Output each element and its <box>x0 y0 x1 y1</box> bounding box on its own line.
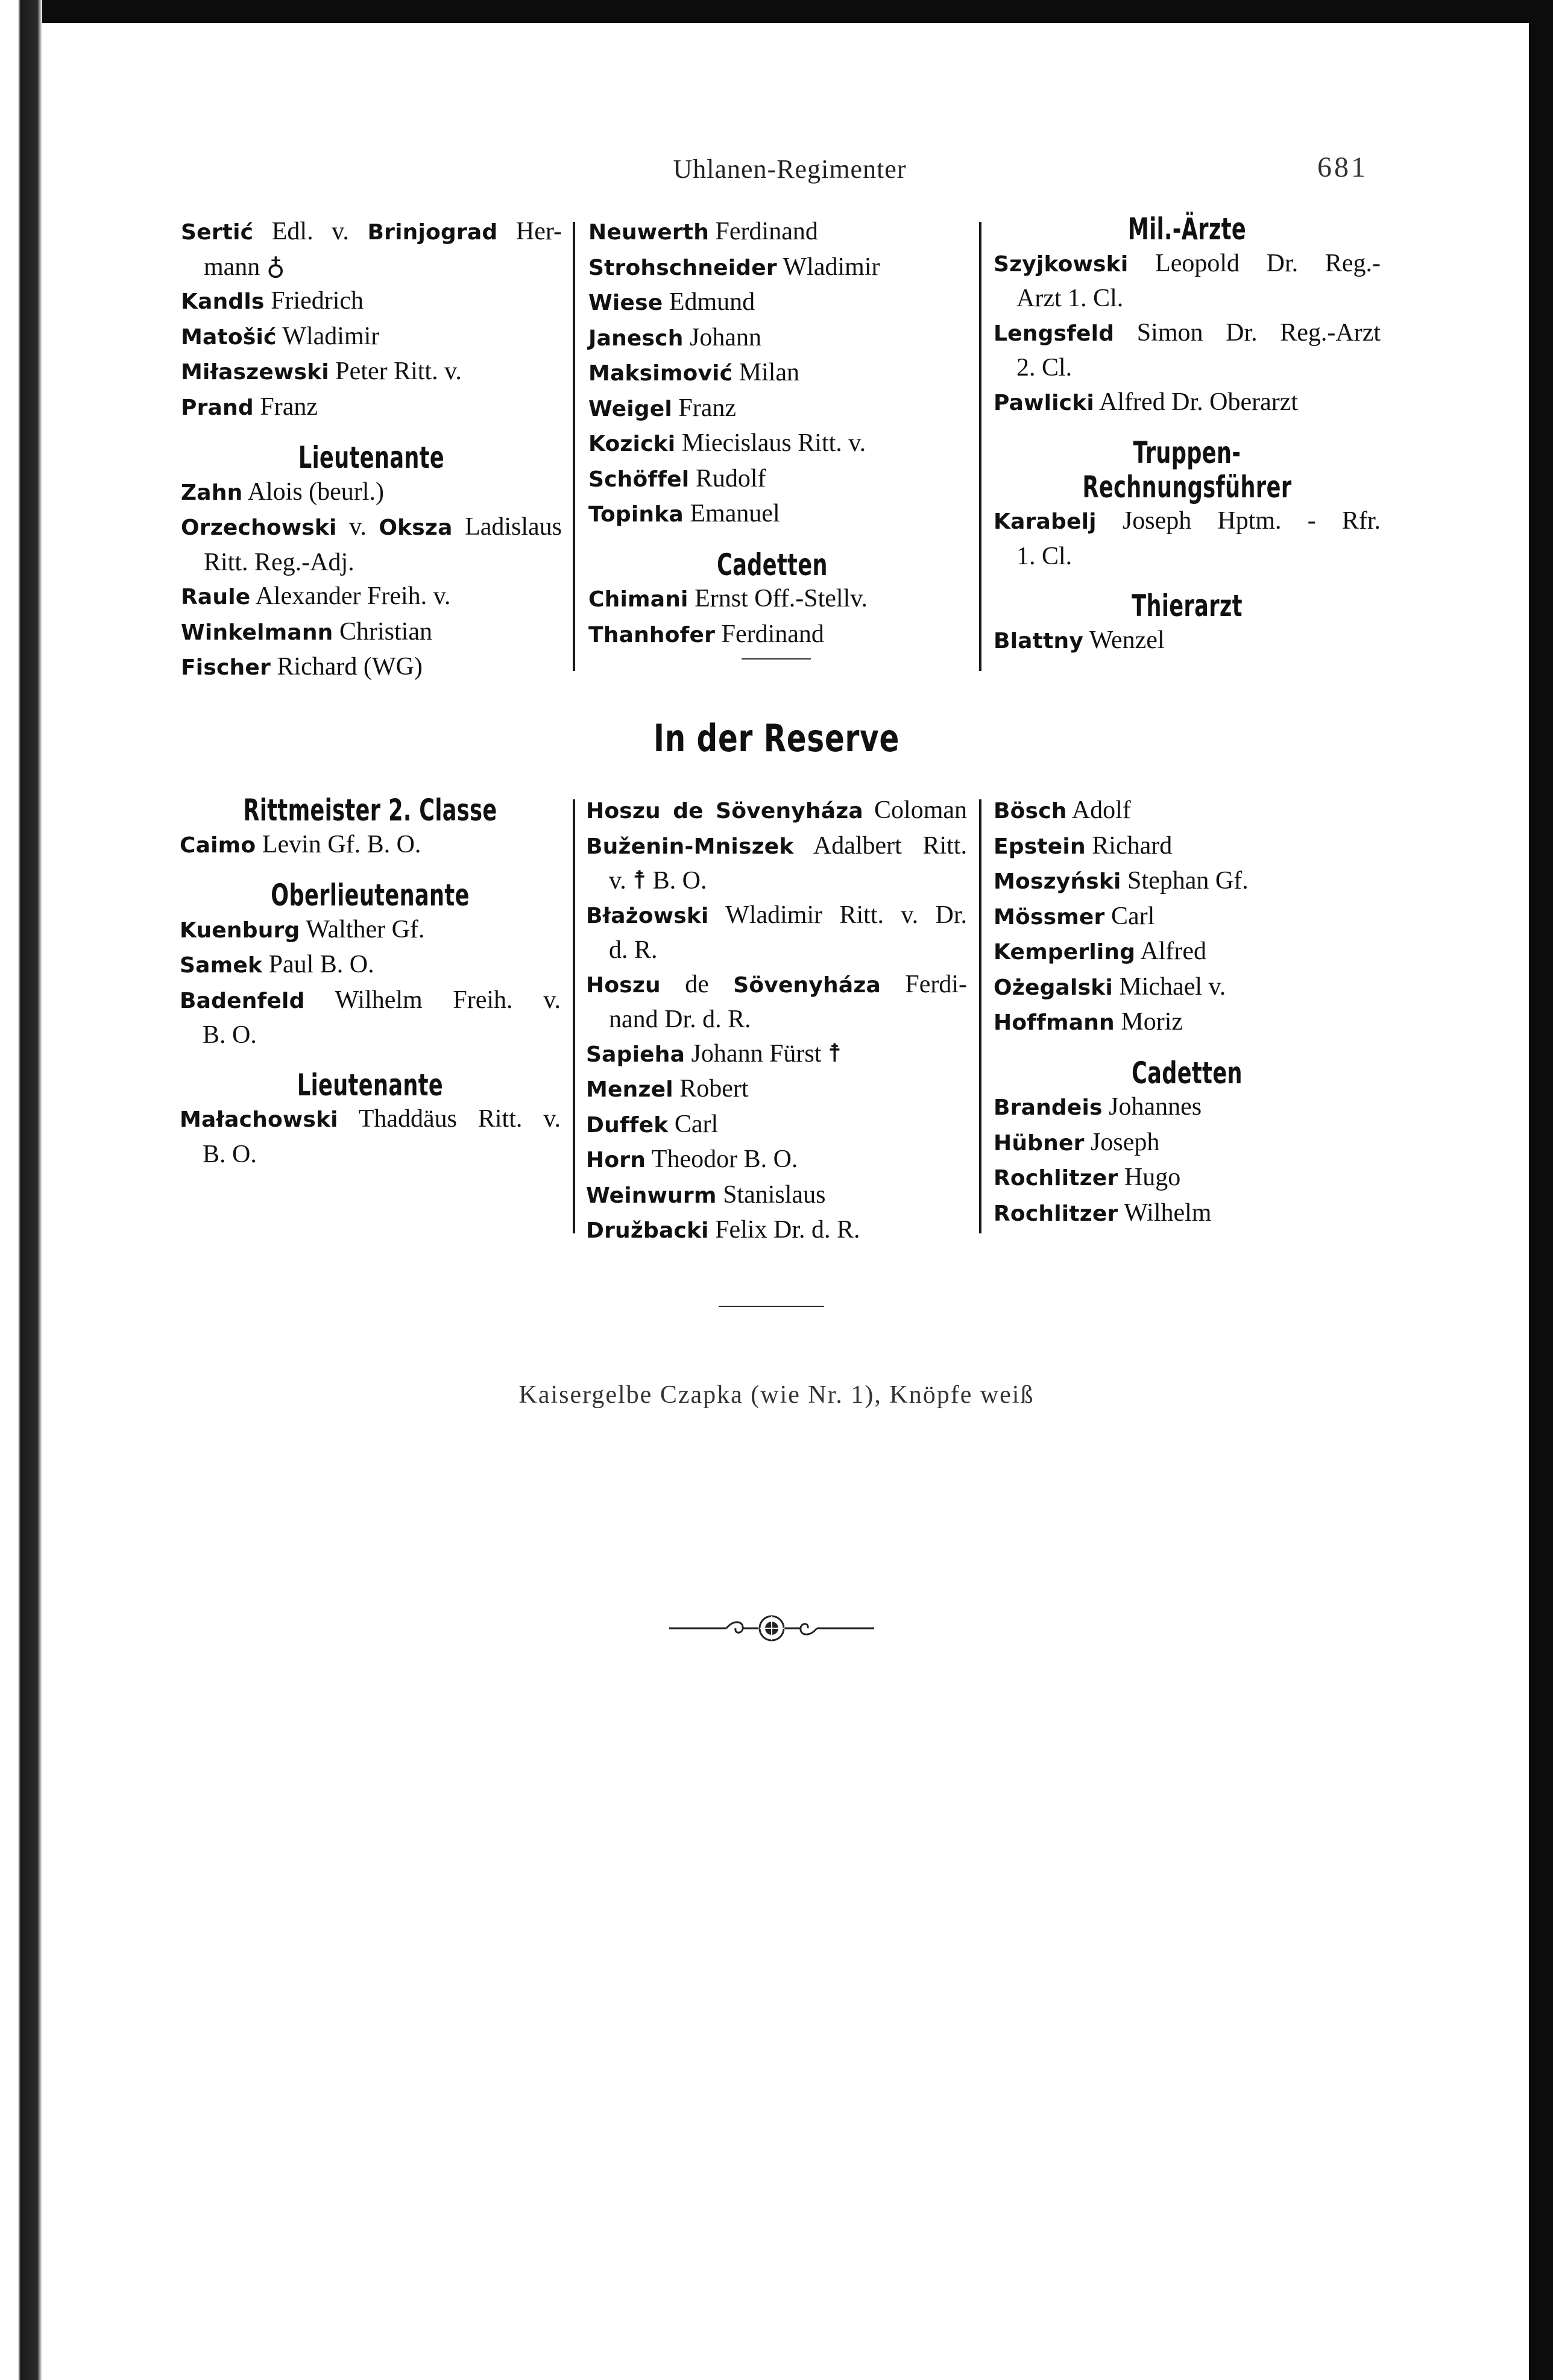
list-item-continuation: B. O. <box>203 1021 257 1049</box>
column-rule <box>573 799 575 1233</box>
reserve-column-1 <box>180 793 561 1171</box>
section-heading-cadetten: Cadetten <box>717 547 828 582</box>
section-heading-lieutenante: Lieutenante <box>298 440 445 475</box>
reserve-column-3 <box>994 793 1381 1231</box>
list-item: Thanhofer Ferdinand <box>588 620 824 648</box>
section-heading-rittmeister: Rittmeister 2. Classe <box>243 793 497 828</box>
list-item-continuation: v. ☨ B. O. <box>586 864 967 898</box>
list-item: Topinka Emanuel <box>588 500 780 527</box>
active-column-3 <box>994 212 1381 658</box>
list-item: Brandeis Johannes <box>994 1093 1202 1121</box>
section-heading-cadetten: Cadetten <box>1132 1055 1243 1091</box>
list-item: Hoffmann Moriz <box>994 1008 1183 1036</box>
list-item: Matošić Wladimir <box>181 322 380 350</box>
list-item-continuation: Arzt 1. Cl. <box>1016 285 1124 312</box>
list-item: Lengsfeld Simon Dr. Reg.-Arzt <box>994 318 1381 347</box>
list-item: Badenfeld Wilhelm Freih. v. <box>180 986 561 1014</box>
list-item: Zahn Alois (beurl.) <box>181 477 384 506</box>
list-item: Samek Paul B. O. <box>180 951 374 978</box>
list-item: Prand Franz <box>181 392 318 421</box>
section-heading-oberlieutenante: Oberlieutenante <box>271 878 470 913</box>
list-item: Kozicki Miecislaus Ritt. v. <box>588 429 866 457</box>
list-item: Hübner Joseph <box>994 1128 1160 1156</box>
active-column-2 <box>588 215 956 652</box>
section-heading-thierarzt: Thierarzt <box>1132 588 1243 623</box>
list-item: Ożegalski Michael v. <box>994 972 1226 1001</box>
uniform-note: Kaisergelbe Czapka (wie Nr. 1), Knöpfe weiß <box>518 1381 1035 1409</box>
list-item: Małachowski Thaddäus Ritt. v. <box>180 1105 561 1133</box>
list-item: Chimani Ernst Off.-Stellv. <box>588 585 868 612</box>
list-item: Miłaszewski Peter Ritt. v. <box>181 357 462 385</box>
column-rule <box>573 222 575 671</box>
list-item: Szyjkowski Leopold Dr. Reg.- <box>994 249 1381 277</box>
list-item: Neuwerth Ferdinand <box>588 218 818 245</box>
list-item: Hoszu de Sövenyháza Ferdi- <box>586 970 968 998</box>
list-item: Mössmer Carl <box>994 902 1155 930</box>
list-item: Buženin-Mniszek Adalbert Ritt. <box>586 831 967 860</box>
list-item: Caimo Levin Gf. B. O. <box>180 830 421 858</box>
scan-border-right <box>1529 0 1553 2380</box>
column-rule <box>979 799 981 1233</box>
section-end-rule <box>742 658 811 660</box>
reserve-column-2 <box>586 793 967 1248</box>
list-item: Weigel Franz <box>588 394 737 422</box>
list-item: Raule Alexander Freih. v. <box>181 582 451 610</box>
section-title-reserve: In der Reserve <box>653 716 900 760</box>
list-item: Janesch Johann <box>588 323 762 351</box>
running-title: Uhlanen-Regimenter <box>673 154 907 184</box>
list-item: Družbacki Felix Dr. d. R. <box>586 1216 860 1244</box>
list-item: Duffek Carl <box>586 1110 719 1138</box>
list-item: Sapieha Johann Fürst ☨ <box>586 1037 967 1072</box>
list-item: Menzel Robert <box>586 1075 749 1103</box>
officer-symbol-icon: ♁ <box>266 253 285 281</box>
list-item: Hoszu de Sövenyháza Coloman <box>586 796 968 824</box>
column-rule <box>979 222 981 671</box>
active-column-1 <box>181 215 562 685</box>
list-item: Rochlitzer Wilhelm <box>994 1198 1212 1227</box>
list-item-continuation: 1. Cl. <box>1016 542 1073 570</box>
list-item: Błażowski Wladimir Ritt. v. Dr. <box>586 901 967 929</box>
list-item: Strohschneider Wladimir <box>588 253 880 281</box>
section-heading-lieutenante: Lieutenante <box>297 1067 444 1103</box>
list-item: Fischer Richard (WG) <box>181 653 423 681</box>
list-item: Karabelj Joseph Hptm. - Rfr. <box>994 507 1381 535</box>
scan-border-left <box>0 0 42 2380</box>
list-item: Horn Theodor B. O. <box>586 1145 798 1173</box>
list-item: Kandls Friedrich <box>181 287 364 315</box>
list-item: Sertić Edl. v. Brinjograd Her- <box>181 218 562 245</box>
section-heading-mil-aerzte: Mil.-Ärzte <box>1127 212 1247 247</box>
list-item: Maksimović Milan <box>588 359 800 386</box>
list-item-continuation: 2. Cl. <box>1016 354 1073 382</box>
list-item: Kuenburg Walther Gf. <box>180 915 425 943</box>
list-item-continuation: nand Dr. d. R. <box>609 1006 751 1033</box>
page-number: 681 <box>1317 151 1368 183</box>
list-item: Blattny Wenzel <box>994 626 1165 654</box>
section-end-rule <box>719 1306 824 1307</box>
deceased-cross-icon: ☨ <box>632 867 647 895</box>
list-item-continuation: B. O. <box>203 1140 257 1168</box>
list-item: Moszyński Stephan Gf. <box>994 867 1249 895</box>
list-item: Kemperling Alfred <box>994 937 1207 965</box>
list-item: Wiese Edmund <box>588 288 755 316</box>
list-item-continuation: d. R. <box>609 936 658 964</box>
list-item: Epstein Richard <box>994 831 1173 860</box>
list-item: Orzechowski v. Oksza Ladislaus <box>181 513 562 541</box>
section-heading-truppen-rechnungsfuehrer: Truppen-Rechnungsführer <box>1082 435 1292 505</box>
list-item-continuation: mann ♁ <box>181 250 562 285</box>
list-item: Bösch Adolf <box>994 796 1131 824</box>
list-item-continuation: Ritt. Reg.-Adj. <box>204 548 354 576</box>
list-item: Winkelmann Christian <box>181 617 432 646</box>
list-item: Schöffel Rudolf <box>588 464 766 493</box>
list-item: Pawlicki Alfred Dr. Oberarzt <box>994 388 1299 416</box>
fleuron-ornament-icon <box>669 1607 874 1649</box>
deceased-cross-icon: ☨ <box>827 1039 842 1068</box>
list-item: Rochlitzer Hugo <box>994 1163 1181 1191</box>
list-item: Weinwurm Stanislaus <box>586 1180 826 1209</box>
scan-border-top <box>0 0 1553 23</box>
